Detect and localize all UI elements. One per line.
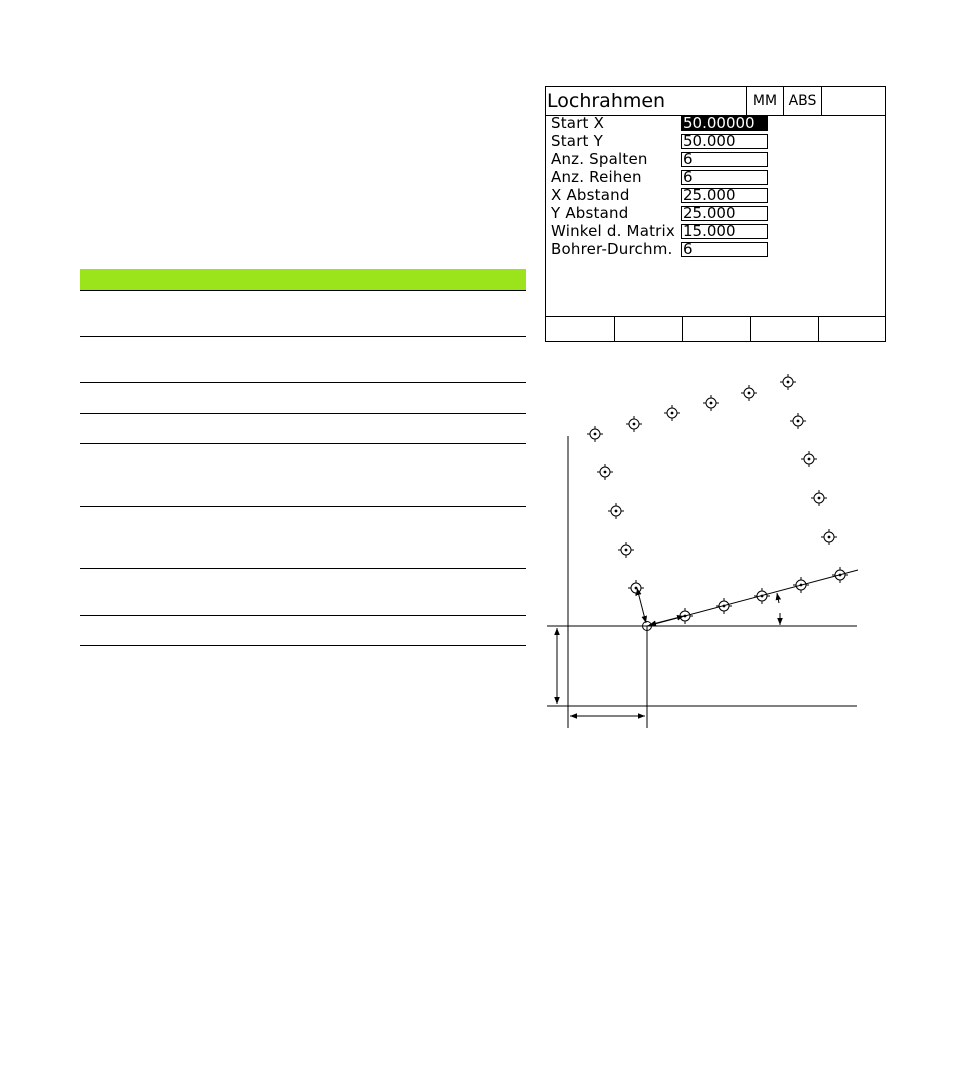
label-start-x: Start X (551, 114, 605, 132)
label-start-y: Start Y (551, 132, 603, 150)
hole-marker-icon (780, 374, 796, 390)
parameter-table (80, 269, 526, 649)
hole-frame-diagram (530, 360, 870, 735)
start-x-field[interactable]: 50.00000 (681, 116, 768, 131)
softkey-bar (546, 316, 885, 342)
hole-marker-icon (832, 567, 848, 583)
rows-field[interactable]: 6 (681, 170, 768, 185)
label-rows: Anz. Reihen (551, 168, 642, 186)
label-x-spacing: X Abstand (551, 186, 630, 204)
hole-marker-icon (597, 464, 613, 480)
screen-title: Lochrahmen (547, 90, 666, 112)
hole-marker-icon (754, 588, 770, 604)
hole-marker-icon (628, 580, 644, 596)
hole-marker-icon (716, 598, 732, 614)
hole-marker-icon (608, 503, 624, 519)
columns-field[interactable]: 6 (681, 152, 768, 167)
hole-pattern-screen (545, 86, 886, 342)
hole-marker-icon (801, 451, 817, 467)
mode-indicator[interactable]: ABS (783, 87, 821, 115)
x-spacing-field[interactable]: 25.000 (681, 188, 768, 203)
start-y-field[interactable]: 50.000 (681, 134, 768, 149)
hole-marker-icon (821, 529, 837, 545)
hole-marker-icon (741, 385, 757, 401)
table-row-divider (80, 443, 526, 444)
softkey-4[interactable] (750, 317, 818, 342)
hole-marker-icon (811, 490, 827, 506)
label-y-spacing: Y Abstand (551, 204, 629, 222)
hole-marker-icon (587, 426, 603, 442)
label-columns: Anz. Spalten (551, 150, 648, 168)
title-blank-cell (821, 87, 885, 115)
hole-marker-icon (618, 542, 634, 558)
table-row-divider (80, 382, 526, 383)
hole-marker-icon (793, 577, 809, 593)
drill-diameter-field[interactable]: 6 (681, 242, 768, 257)
x-spacing-arrow (649, 616, 684, 625)
angle-arrow-top (777, 593, 779, 603)
table-row-divider (80, 645, 526, 646)
label-drill-diameter: Bohrer-Durchm. (551, 240, 673, 258)
table-header-bar (80, 269, 526, 291)
matrix-angle-field[interactable]: 15.000 (681, 224, 768, 239)
table-row-divider (80, 568, 526, 569)
softkey-5[interactable] (818, 317, 885, 342)
y-spacing-field[interactable]: 25.000 (681, 206, 768, 221)
hole-marker-icon (677, 608, 693, 624)
table-row-divider (80, 615, 526, 616)
label-matrix-angle: Winkel d. Matrix (551, 222, 675, 240)
softkey-3[interactable] (682, 317, 750, 342)
hole-marker-icon (664, 405, 680, 421)
unit-indicator[interactable]: MM (746, 87, 783, 115)
table-row-divider (80, 336, 526, 337)
softkey-1[interactable] (546, 317, 614, 342)
hole-marker-icon (626, 416, 642, 432)
hole-marker-icon (703, 395, 719, 411)
screen-title-bar (546, 87, 885, 116)
y-spacing-arrow (637, 588, 646, 623)
table-row-divider (80, 506, 526, 507)
softkey-2[interactable] (614, 317, 682, 342)
hole-marker-icon (790, 413, 806, 429)
table-row-divider (80, 413, 526, 414)
